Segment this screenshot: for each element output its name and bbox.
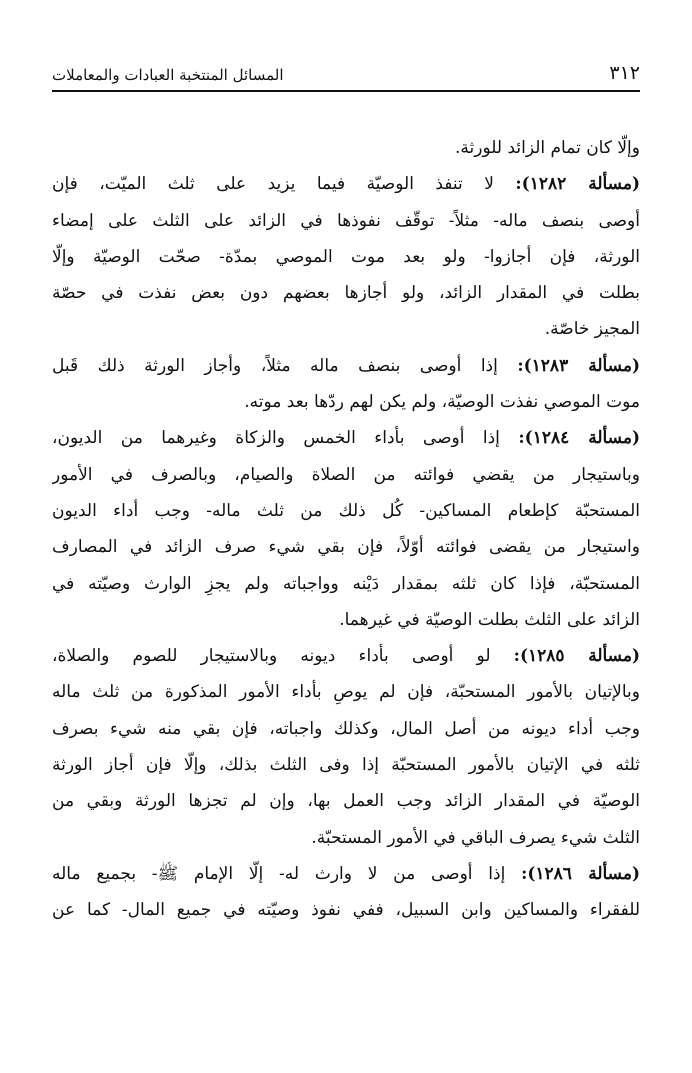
text-line: (مسألة ١٢٨٤): إذا أوصى بأداء الخمس والزكاة وغيرهما من الديون، — [52, 428, 640, 449]
masala-label: (مسألة ١٢٨٤): — [518, 428, 640, 449]
paragraph-masala-1286 — [52, 856, 640, 929]
masala-label: (مسألة ١٢٨٢): — [515, 174, 640, 195]
text-line: للفقراء والمساكين وابن السبيل، ففي نفوذ وصيّته في جميع المال- كما عن — [52, 900, 640, 921]
masala-label: (مسألة ١٢٨٥): — [513, 646, 640, 667]
text-line: المستحبّة، فإذا كان ثلثه بمقدار دَيْنه وواجباته ولم يجزِ الوارث وصيّته في — [52, 573, 640, 594]
text-line: وبالإتيان بالأمور المستحبّة، فإن لم يوصِ بأداء الأمور المذكورة من ثلث ماله — [52, 682, 640, 703]
text-line: واستيجار من يقضى فوائته أوّلاً، فإن بقي شيء صرف الزائد في المصارف — [52, 537, 640, 558]
text-line: الزائد على الثلث بطلت الوصيّة في غيرهما. — [339, 609, 640, 630]
page-number: ٣١٢ — [609, 62, 640, 84]
text-line: (مسألة ١٢٨٣): إذا أوصى بنصف ماله مثلاً، وأجاز الورثة ذلك قَبل — [52, 355, 640, 376]
paragraph-masala-1283 — [52, 348, 640, 421]
text-line: وباستيجار من يقضي فوائته من الصلاة والصيام، وبالصرف في الأمور — [52, 464, 640, 485]
paragraph-masala-1282 — [52, 166, 640, 347]
text-line: المجيز خاصّة. — [544, 319, 640, 340]
paragraph-continuation — [52, 130, 640, 166]
text-line: وجب أداء ديونه من أصل المال، وكذلك واجباته، فإن بقي منه شيء بصرف — [52, 718, 640, 739]
text-line: ثلثه في الإتيان بالأمور المستحبّة إذا وفى الثلث بذلك، وإلّا فإن أجاز الورثة — [52, 755, 640, 776]
text-line: (مسألة ١٢٨٦): إذا أوصى من لا وارث له- إلّا الإمام ﷺ- بجميع ماله — [52, 863, 640, 884]
text-line: موت الموصي نفذت الوصيّة، ولم يكن لهم ردّها بعد موته. — [244, 392, 640, 413]
masala-label: (مسألة ١٢٨٦): — [521, 863, 640, 884]
text-line: الورثة، فإن أجازوا- ولو بعد موت الموصي بمدّة- صحّت الوصيّة وإلّا — [52, 246, 640, 267]
text-line: وإلّا كان تمام الزائد للورثة. — [455, 138, 640, 158]
text-line: الوصيّة في المقدار الزائد وجب العمل بها، وإن لم تجزها الورثة وبقي من — [52, 791, 640, 812]
text-line: بطلت في المقدار الزائد، ولو أجازها بعضهم دون بعض نفذت في حصّة — [52, 283, 640, 304]
page-body — [52, 130, 640, 929]
paragraph-masala-1285 — [52, 638, 640, 856]
paragraph-masala-1284 — [52, 420, 640, 638]
text-line: (مسألة ١٢٨٥): لو أوصى بأداء ديونه وبالاستيجار للصوم والصلاة، — [52, 646, 640, 667]
text-line: الثلث شيء يصرف الباقي في الأمور المستحبّة. — [311, 827, 640, 848]
page-header — [52, 58, 640, 92]
running-title: المسائل المنتخبة العبادات والمعاملات — [52, 66, 284, 84]
text-line: المستحبّة كإطعام المساكين- كُل ذلك من ثلث ماله- وجب أداء الديون — [52, 500, 640, 521]
text-line: (مسألة ١٢٨٢): لا تنفذ الوصيّة فيما يزيد على ثلث الميّت، فإن — [52, 174, 640, 195]
masala-label: (مسألة ١٢٨٣): — [517, 355, 640, 376]
text-line: أوصى بنصف ماله- مثلاً- توقّف نفوذها في الزائد على الثلث على إمضاء — [52, 210, 640, 231]
